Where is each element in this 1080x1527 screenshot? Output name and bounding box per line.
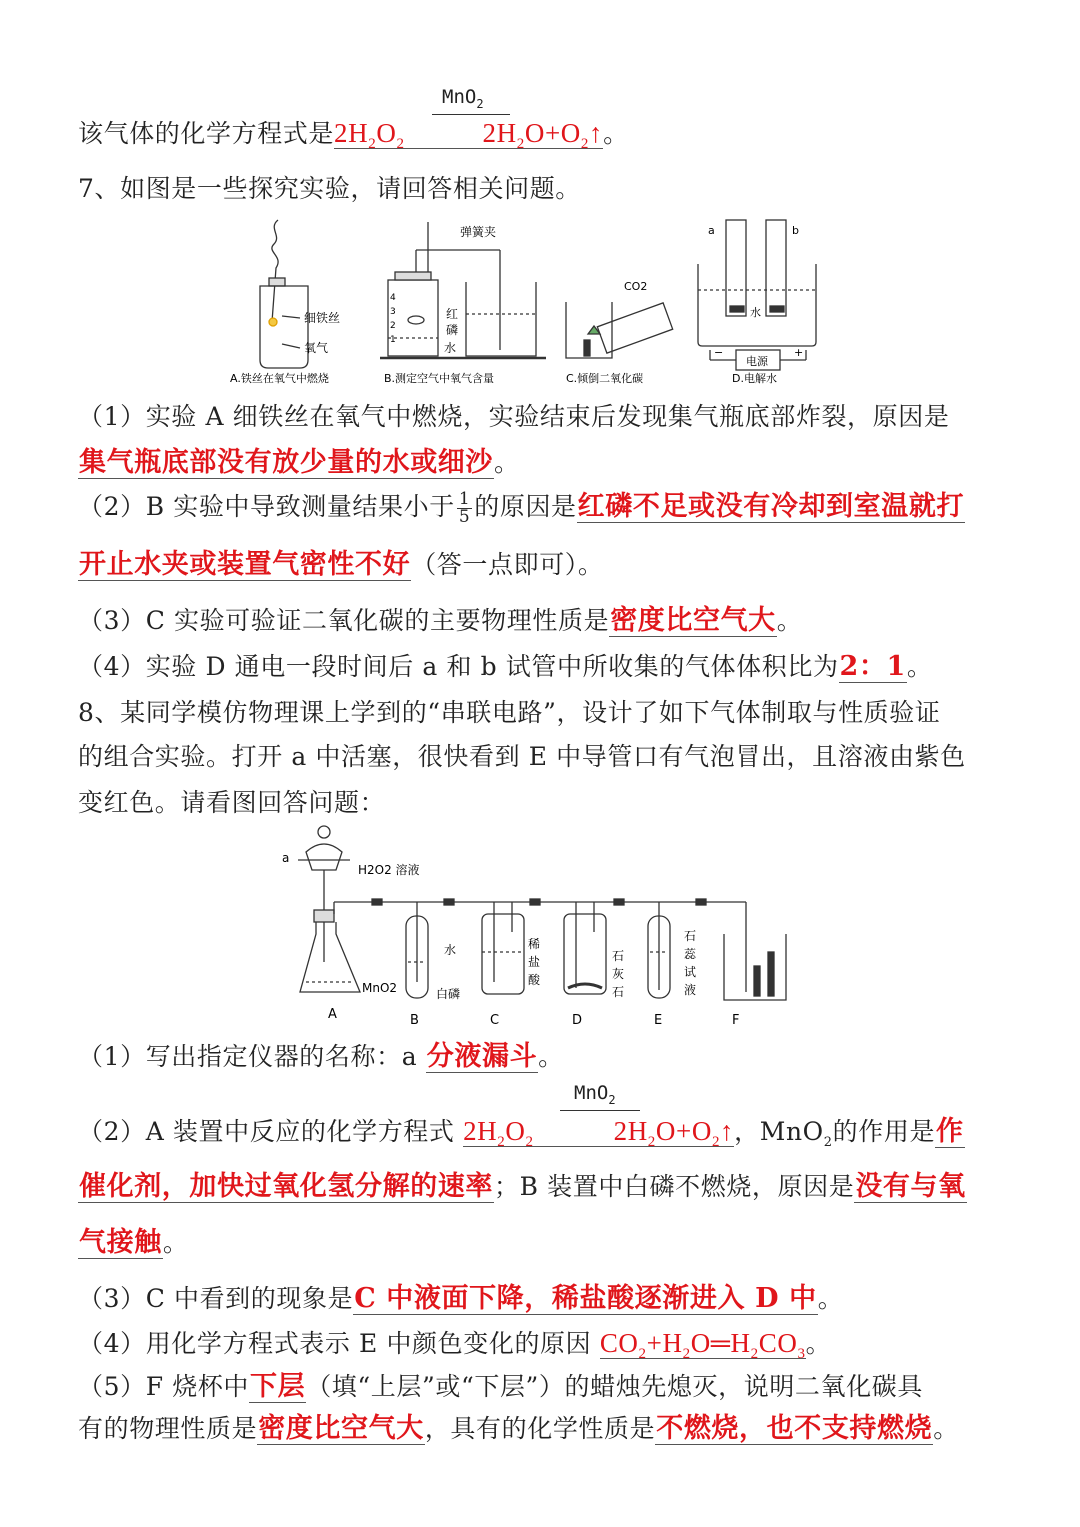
top-line: 该气体的化学方程式是$2H_2O_2$ $2H_2O+O_2↑$。	[78, 118, 629, 152]
svg-text:B: B	[410, 1013, 419, 1028]
q8-figure	[276, 822, 796, 1030]
label-oxygen: 氧气	[304, 341, 329, 355]
svg-text:C: C	[490, 1013, 500, 1028]
q7-p1-answer-line: 集气瓶底部没有放少量的水或细沙。	[79, 447, 520, 478]
caption-d: D.电解水	[732, 372, 777, 385]
svg-text:3: 3	[390, 307, 396, 317]
q8-p5-cont: 有的物理性质是密度比空气大，具有的化学性质是不燃烧，也不支持燃烧。	[78, 1413, 959, 1444]
svg-text:a: a	[708, 224, 715, 237]
svg-text:4: 4	[390, 293, 396, 303]
top-text: 该气体的化学方程式是	[78, 119, 335, 148]
label-spring-clip: 弹簧夹	[460, 225, 497, 239]
svg-text:a: a	[282, 851, 290, 865]
svg-text:石: 石	[612, 949, 625, 963]
svg-text:1: 1	[390, 335, 396, 345]
fraction-one-fifth: $\frac{1}{5}$	[458, 489, 471, 527]
q8-p2-cont: 催化剂，加快过氧化氢分解的速率；B 装置中白磷不燃烧，原因是没有与氧	[79, 1171, 966, 1202]
q7-p4: （4）实验 D 通电一段时间后 a 和 b 试管中所收集的气体体积比为2：1。	[78, 651, 933, 682]
label-fine-iron: 细铁丝	[304, 311, 341, 325]
svg-text:+: +	[794, 346, 804, 359]
svg-text:稀: 稀	[528, 937, 541, 951]
q8-equation: $2H_2O_2$ $2H_2O+O_2↑$	[463, 1116, 735, 1150]
svg-text:−: −	[714, 346, 724, 359]
q8-reaction-condition: MnO$_2$	[574, 1082, 616, 1107]
q8-p4: （4）用化学方程式表示 E 中颜色变化的原因 $CO_2+H_2O═H_2CO_3$。	[78, 1328, 832, 1362]
q8-line2: 的组合实验。打开 a 中活塞，很快看到 E 中导管口有气泡冒出，且溶液由紫色	[78, 742, 966, 771]
caption-a: A.铁丝在氧气中燃烧	[230, 372, 329, 385]
label-mno2: MnO2	[362, 981, 398, 995]
q8-line3: 变红色。请看图回答问题：	[78, 788, 386, 817]
caption-b: B.测定空气中氧气含量	[384, 372, 495, 385]
q8-p5: （5）F 烧杯中下层（填“上层”或“下层”）的蜡烛先熄灭，说明二氧化碳具	[78, 1371, 923, 1402]
svg-text:2: 2	[390, 321, 396, 331]
q8-p4-equation: $CO_2+H_2O═H_2CO_3$	[599, 1328, 806, 1362]
q7-p3: （3）C 实验可验证二氧化碳的主要物理性质是密度比空气大。	[78, 605, 803, 636]
caption-c: C.倾倒二氧化碳	[566, 372, 644, 385]
svg-text:试: 试	[684, 965, 697, 979]
reaction-condition: MnO$_2$	[442, 86, 484, 111]
svg-text:电源: 电源	[746, 355, 768, 368]
svg-text:灰: 灰	[612, 967, 625, 981]
label-co2: CO2	[624, 280, 648, 293]
label-white-phosphorus: 白磷	[436, 987, 461, 1001]
svg-text:水: 水	[444, 943, 457, 957]
svg-text:A: A	[328, 1007, 337, 1022]
svg-text:磷: 磷	[446, 323, 459, 337]
q8-equation-bar	[560, 1110, 640, 1111]
svg-text:b: b	[792, 224, 799, 237]
svg-text:石: 石	[612, 985, 625, 999]
svg-text:E: E	[654, 1013, 663, 1028]
svg-text:F: F	[732, 1013, 740, 1028]
top-equation: $2H_2O_2$ $2H_2O+O_2↑$	[334, 118, 604, 152]
q8-p2-cont2: 气接触。	[79, 1227, 189, 1258]
q8-p2: （2）A 装置中反应的化学方程式 $2H_2O_2$ $2H_2O+O_2↑$，MnO$_2$的作用是作	[78, 1116, 964, 1150]
q7-p2-cont: 开止水夹或装置气密性不好（答一点即可）。	[79, 549, 604, 580]
svg-text:水: 水	[444, 341, 457, 355]
q7-title: 7、如图是一些探究实验，请回答相关问题。	[78, 174, 581, 203]
label-h2o2: H2O2 溶液	[358, 863, 420, 877]
q8-line1: 8、某同学模仿物理课上学到的“串联电路”，设计了如下气体制取与性质验证	[78, 698, 941, 727]
svg-text:蕊: 蕊	[684, 947, 697, 961]
svg-text:D: D	[572, 1013, 583, 1028]
q7-p2: （2）B 实验中导致测量结果小于 $\frac{1}{5}$ 的原因是红磷不足或没有冷却到室温就打	[78, 489, 965, 527]
svg-text:盐: 盐	[528, 955, 541, 969]
svg-text:液: 液	[684, 983, 697, 997]
svg-text:红: 红	[446, 307, 459, 321]
svg-text:酸: 酸	[528, 973, 541, 987]
equation-bar	[432, 114, 510, 115]
q7-p1: （1）实验 A 细铁丝在氧气中燃烧，实验结束后发现集气瓶底部炸裂，原因是	[78, 402, 950, 431]
svg-text:水: 水	[750, 306, 761, 319]
q8-p1: （1）写出指定仪器的名称：a 分液漏斗。	[78, 1041, 564, 1072]
q8-p3: （3）C 中看到的现象是C 中液面下降，稀盐酸逐渐进入 D 中。	[78, 1283, 844, 1314]
q7-figure	[220, 210, 830, 392]
svg-text:石: 石	[684, 929, 697, 943]
